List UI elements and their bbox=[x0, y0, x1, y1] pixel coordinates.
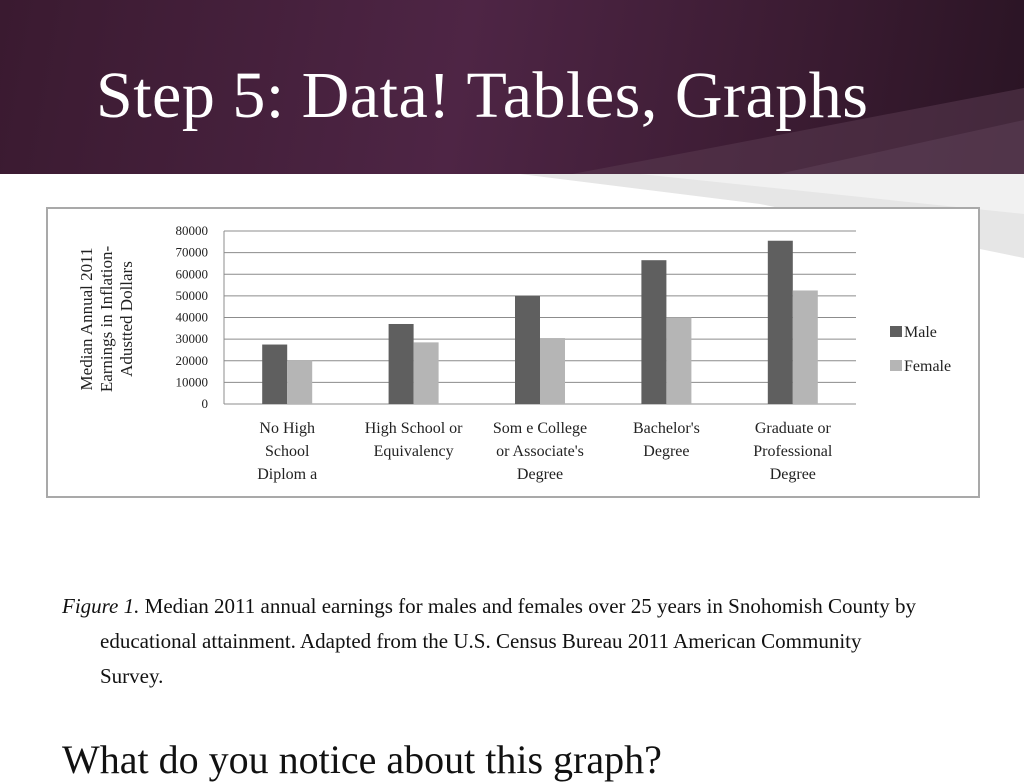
y-tick-label: 80000 bbox=[175, 223, 208, 238]
y-tick-label: 50000 bbox=[175, 287, 208, 303]
legend-swatch-female bbox=[890, 360, 902, 371]
x-category-label: Degree bbox=[769, 466, 816, 483]
y-axis-title: Earnings in Inflation- bbox=[97, 245, 116, 393]
y-tick-label: 20000 bbox=[175, 352, 208, 368]
y-axis-title: Adustted Dollars bbox=[117, 261, 136, 377]
x-category-label: Professional bbox=[753, 443, 833, 460]
bar-female bbox=[540, 338, 565, 404]
bar-female bbox=[414, 342, 439, 404]
y-tick-label: 0 bbox=[201, 396, 208, 411]
bar-male bbox=[389, 324, 414, 404]
chart-canvas bbox=[48, 209, 978, 496]
x-category-label: Graduate or bbox=[754, 420, 831, 437]
bar-chart bbox=[46, 207, 980, 498]
bar-female bbox=[793, 290, 818, 404]
bar-male bbox=[641, 260, 666, 404]
x-category-label: or Associate's bbox=[496, 443, 584, 460]
x-category-label: Degree bbox=[516, 466, 564, 483]
y-tick-label: 40000 bbox=[175, 309, 208, 325]
x-category-label: No High bbox=[259, 420, 315, 437]
x-category-label: Diplom a bbox=[257, 466, 318, 483]
bar-female bbox=[287, 361, 312, 404]
bar-male bbox=[768, 241, 793, 404]
y-tick-label: 30000 bbox=[175, 331, 208, 347]
slide-header bbox=[0, 0, 1024, 174]
caption-text: Median 2011 annual earnings for males and females over 25 years in Snohomish County by educational attainment. Adapted from the U.S. Census Bureau 2011 American Community Survey. bbox=[100, 594, 917, 688]
bar-male bbox=[515, 296, 540, 404]
slide-title: Step 5: Data! Tables, Graphs bbox=[96, 59, 869, 132]
x-category-label: Equivalency bbox=[373, 443, 454, 460]
discussion-question: What do you notice about this graph? bbox=[62, 737, 662, 782]
x-category-label: Som e College bbox=[492, 420, 588, 437]
x-category-label: Bachelor's bbox=[632, 420, 700, 437]
x-category-label: High School or bbox=[364, 420, 463, 437]
y-tick-label: 70000 bbox=[175, 244, 208, 260]
y-axis-title: Median Annual 2011 bbox=[77, 247, 96, 391]
x-category-label: Degree bbox=[643, 443, 690, 460]
figure-caption bbox=[62, 589, 922, 694]
caption-label: Figure 1. bbox=[62, 594, 140, 618]
y-tick-label: 60000 bbox=[175, 266, 208, 282]
bar-male bbox=[262, 345, 287, 404]
legend-label-male: Male bbox=[904, 324, 937, 341]
legend-label-female: Female bbox=[904, 358, 952, 375]
y-tick-label: 10000 bbox=[175, 374, 208, 390]
x-category-label: School bbox=[264, 443, 310, 460]
bar-female bbox=[666, 318, 691, 405]
legend-swatch-male bbox=[890, 326, 902, 337]
